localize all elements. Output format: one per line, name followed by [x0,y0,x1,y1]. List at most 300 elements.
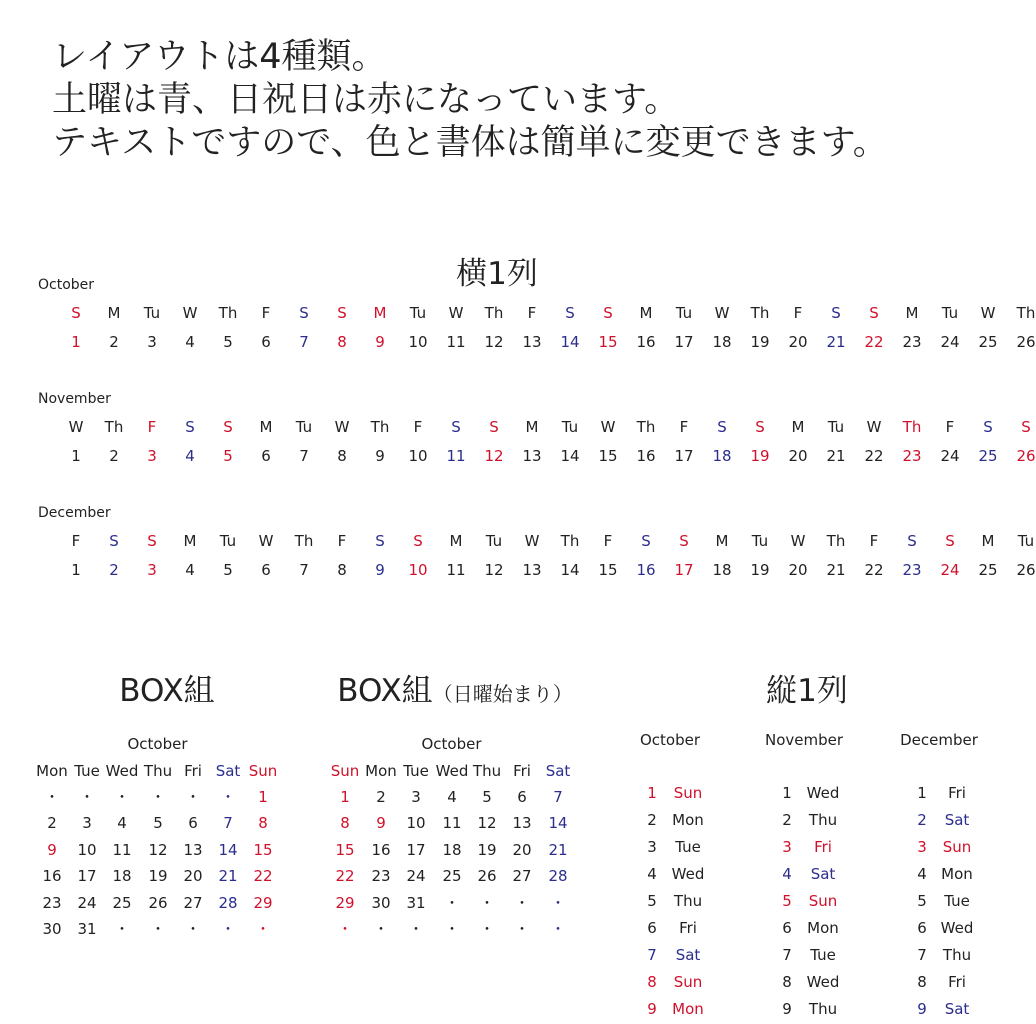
weekday-label: Sat [944,811,970,829]
day-cell: 6 [517,788,527,806]
day-number: 9 [375,561,385,579]
day-number: 9 [917,1000,927,1018]
weekday-label: W [600,418,616,436]
day-cell: 31 [406,893,426,912]
day-cell: 16 [42,867,62,886]
day-number: 23 [902,561,922,579]
weekday-label: F [945,418,955,436]
weekday-label: Sat [810,865,836,883]
weekday-label: M [981,532,995,550]
weekday-label: Tu [941,304,959,322]
day-number: 3 [147,333,157,351]
day-number: 13 [522,447,542,465]
day-number: 5 [917,892,927,910]
day-number: 20 [788,447,808,465]
day-number: 12 [484,333,504,351]
weekday-label: S [603,304,613,322]
day-cell: 11 [112,840,132,859]
weekday-label: S [869,304,879,322]
day-number: 10 [408,561,428,579]
weekday-label: S [945,532,955,550]
weekday-label: W [790,532,806,550]
weekday-header: Wed [105,762,139,780]
day-cell: ・ [150,788,166,806]
weekday-label: M [525,418,539,436]
day-number: 8 [782,973,792,991]
day-cell: 10 [406,814,426,833]
day-number: 4 [782,865,792,883]
day-number: 5 [223,561,233,579]
weekday-label: Th [484,304,504,322]
weekday-label: S [907,532,917,550]
day-number: 17 [674,561,694,579]
weekday-label: Tue [810,946,836,964]
month-label: October [38,277,95,293]
day-number: 21 [826,447,846,465]
day-number: 1 [71,447,81,465]
weekday-label: F [527,304,537,322]
day-number: 24 [940,333,960,351]
weekday-label: S [489,418,499,436]
month-label: October [639,731,701,749]
weekday-label: Tu [675,304,693,322]
day-cell: ・ [514,893,530,912]
day-number: 23 [902,447,922,465]
day-cell: 13 [512,814,532,833]
day-number: 5 [782,892,792,910]
weekday-label: S [337,304,347,322]
weekday-header: Fri [513,762,531,780]
weekday-label: Th [750,304,770,322]
weekday-label: Sat [675,946,701,964]
day-number: 15 [598,333,618,351]
weekday-label: S [223,418,233,436]
month-label: October [127,735,188,753]
weekday-label: Sat [944,1000,970,1018]
day-cell: ・ [550,920,566,938]
day-cell: ・ [479,920,495,938]
day-number: 8 [917,973,927,991]
weekday-label: Tu [561,418,579,436]
weekday-header: Tue [403,762,429,780]
day-cell: 4 [117,814,127,833]
day-cell: ・ [550,893,566,912]
day-number: 26 [1016,333,1036,351]
weekday-label: Tu [827,418,845,436]
day-cell: 2 [376,788,386,806]
weekday-label: Thu [942,946,972,964]
weekday-label: Th [294,532,314,550]
day-number: 5 [223,333,233,351]
day-number: 1 [917,784,927,802]
day-number: 12 [484,561,504,579]
weekday-label: Tu [143,304,161,322]
intro-line-3: テキストですので、色と書体は簡単に変更できます。 [52,123,888,163]
day-cell: 15 [335,840,355,859]
day-number: 11 [446,333,466,351]
vertical-layout-title: 縦1列 [766,673,848,709]
day-number: 24 [940,561,960,579]
day-number: 1 [782,784,792,802]
day-number: 26 [1016,447,1036,465]
weekday-label: M [259,418,273,436]
day-number: 16 [636,447,656,465]
weekday-label: S [717,418,727,436]
day-number: 17 [674,333,694,351]
day-cell: ・ [150,920,166,938]
weekday-label: F [413,418,423,436]
weekday-header: Mon [36,762,68,780]
day-number: 25 [978,333,998,351]
day-cell: ・ [444,920,460,938]
day-number: 22 [864,333,884,351]
day-number: 2 [109,333,119,351]
day-cell: 28 [218,893,238,912]
day-number: 7 [647,946,657,964]
day-cell: 17 [77,867,97,886]
day-number: 18 [712,561,732,579]
day-number: 9 [647,1000,657,1018]
day-number: 1 [647,784,657,802]
weekday-label: Th [826,532,846,550]
weekday-label: Mon [807,919,839,937]
day-number: 7 [782,946,792,964]
day-number: 16 [636,561,656,579]
day-cell: 12 [148,840,168,859]
day-cell: 8 [258,814,268,833]
weekday-label: M [449,532,463,550]
day-number: 2 [782,811,792,829]
weekday-label: S [185,418,195,436]
day-cell: ・ [185,920,201,938]
day-number: 12 [484,447,504,465]
weekday-label: S [1021,418,1031,436]
day-cell: 20 [512,840,532,859]
weekday-label: S [71,304,81,322]
day-cell: 19 [477,840,497,859]
day-number: 18 [712,333,732,351]
month-label: November [38,391,111,407]
weekday-label: F [869,532,879,550]
weekday-label: Tu [295,418,313,436]
day-number: 9 [375,447,385,465]
day-number: 3 [147,561,157,579]
day-number: 4 [185,447,195,465]
weekday-label: Sun [673,973,703,991]
day-number: 22 [864,447,884,465]
day-number: 7 [917,946,927,964]
day-cell: 7 [223,814,233,833]
day-number: 14 [560,561,580,579]
day-cell: 13 [183,840,203,859]
day-cell: ・ [185,788,201,806]
weekday-label: Th [104,418,124,436]
day-cell: ・ [373,920,389,938]
day-cell: 27 [183,893,203,912]
weekday-label: S [375,532,385,550]
weekday-label: S [755,418,765,436]
weekday-header: Sun [330,762,360,780]
day-cell: 29 [253,893,273,912]
day-cell: ・ [44,788,60,806]
day-cell: 5 [153,814,163,833]
day-cell: ・ [114,788,130,806]
weekday-label: Mon [941,865,973,883]
day-cell: 2 [47,814,57,833]
box-sunday-title-main: BOX組 [337,673,433,709]
weekday-header: Thu [143,762,173,780]
weekday-label: W [448,304,464,322]
weekday-header: Sat [215,762,241,780]
day-number: 21 [826,561,846,579]
weekday-label: M [107,304,121,322]
weekday-label: S [679,532,689,550]
day-number: 19 [750,333,770,351]
day-cell: 23 [42,893,62,912]
day-number: 14 [560,447,580,465]
day-number: 10 [408,447,428,465]
weekday-label: Fri [814,838,832,856]
weekday-label: W [866,418,882,436]
weekday-label: M [791,418,805,436]
day-number: 9 [375,333,385,351]
day-number: 8 [337,333,347,351]
day-cell: 25 [112,893,132,912]
day-cell: 23 [371,867,391,886]
day-cell: 12 [477,814,497,833]
month-label: December [900,731,978,749]
day-cell: 7 [553,788,563,806]
day-cell: 30 [371,893,391,912]
weekday-label: F [679,418,689,436]
day-number: 7 [299,333,309,351]
day-cell: 25 [442,867,462,886]
weekday-label: W [714,304,730,322]
weekday-label: F [261,304,271,322]
day-number: 13 [522,561,542,579]
intro-line-1: レイアウトは4種類。 [52,37,387,77]
weekday-label: F [71,532,81,550]
weekday-label: M [183,532,197,550]
day-cell: 21 [218,867,238,886]
day-number: 2 [917,811,927,829]
day-number: 26 [1016,561,1036,579]
day-number: 6 [261,561,271,579]
weekday-label: W [68,418,84,436]
day-number: 3 [647,838,657,856]
weekday-label: Fri [948,784,966,802]
day-cell: ・ [114,920,130,938]
weekday-header: Wed [435,762,469,780]
weekday-label: Th [636,418,656,436]
day-cell: 15 [253,840,273,859]
day-cell: ・ [408,920,424,938]
weekday-header: Mon [365,762,397,780]
weekday-label: S [831,304,841,322]
day-number: 5 [647,892,657,910]
day-cell: ・ [220,788,236,806]
weekday-label: Tu [1017,532,1035,550]
day-number: 6 [261,447,271,465]
day-cell: 24 [406,867,426,886]
day-number: 7 [299,561,309,579]
day-number: 3 [782,838,792,856]
weekday-label: Th [218,304,238,322]
day-cell: 4 [447,788,457,806]
day-number: 6 [782,919,792,937]
day-number: 6 [647,919,657,937]
weekday-label: S [413,532,423,550]
weekday-label: Tu [409,304,427,322]
weekday-header: Sun [248,762,278,780]
day-number: 16 [636,333,656,351]
day-cell: 26 [477,867,497,886]
weekday-label: Tue [675,838,701,856]
box-sunday-layout-title [337,665,572,710]
weekday-label: W [524,532,540,550]
weekday-label: Th [902,418,922,436]
day-cell: 31 [77,920,97,938]
weekday-label: Mon [672,1000,704,1018]
day-number: 7 [299,447,309,465]
horizontal-layout-title: 横1列 [456,256,538,292]
day-cell: 16 [371,840,391,859]
box-sunday-title-sub: （日曜始まり） [432,682,573,706]
day-cell: 1 [258,788,268,806]
weekday-header: Thu [472,762,502,780]
weekday-label: S [109,532,119,550]
day-number: 2 [647,811,657,829]
month-label: December [38,505,111,521]
day-number: 2 [109,561,119,579]
day-cell: 18 [442,840,462,859]
day-cell: 28 [548,867,568,886]
weekday-label: S [451,418,461,436]
weekday-label: Thu [808,1000,838,1018]
weekday-header: Tue [74,762,100,780]
day-number: 24 [940,447,960,465]
weekday-label: F [147,418,157,436]
day-number: 21 [826,333,846,351]
weekday-label: Th [560,532,580,550]
month-label: November [764,731,844,749]
weekday-label: S [147,532,157,550]
weekday-label: M [373,304,387,322]
box-layout-title: BOX組 [119,673,215,709]
day-cell: 8 [340,814,350,833]
day-cell: 21 [548,840,568,859]
day-number: 13 [522,333,542,351]
day-number: 5 [223,447,233,465]
day-number: 14 [560,333,580,351]
day-number: 4 [917,865,927,883]
day-cell: ・ [337,920,353,938]
day-cell: ・ [514,920,530,938]
day-cell: 5 [482,788,492,806]
day-cell: 24 [77,893,97,912]
day-number: 15 [598,561,618,579]
weekday-label: Tu [485,532,503,550]
day-number: 11 [446,561,466,579]
day-cell: 17 [406,840,426,859]
day-cell: ・ [444,893,460,912]
day-number: 1 [71,561,81,579]
month-label: October [421,735,482,753]
day-number: 20 [788,333,808,351]
day-number: 25 [978,447,998,465]
weekday-label: F [793,304,803,322]
day-cell: 1 [340,788,350,806]
weekday-label: F [337,532,347,550]
day-number: 19 [750,447,770,465]
day-cell: 26 [148,893,168,912]
weekday-label: Sun [942,838,972,856]
weekday-label: S [641,532,651,550]
weekday-label: Fri [948,973,966,991]
day-number: 25 [978,561,998,579]
day-number: 10 [408,333,428,351]
day-number: 22 [864,561,884,579]
day-cell: 11 [442,814,462,833]
weekday-label: Wed [940,919,974,937]
day-number: 8 [337,561,347,579]
day-cell: 6 [188,814,198,833]
weekday-label: F [603,532,613,550]
weekday-label: Tue [944,892,970,910]
weekday-header: Sat [545,762,571,780]
weekday-label: S [565,304,575,322]
day-cell: 18 [112,867,132,886]
day-number: 9 [782,1000,792,1018]
day-number: 4 [647,865,657,883]
day-number: 6 [261,333,271,351]
weekday-label: Wed [806,973,840,991]
day-cell: 9 [376,814,386,833]
weekday-label: Th [1016,304,1036,322]
weekday-label: Wed [806,784,840,802]
day-number: 3 [147,447,157,465]
day-cell: ・ [79,788,95,806]
day-cell: 14 [548,814,568,833]
weekday-header: Fri [184,762,202,780]
weekday-label: Thu [673,892,703,910]
day-number: 15 [598,447,618,465]
day-cell: 30 [42,920,62,938]
day-number: 18 [712,447,732,465]
weekday-label: W [182,304,198,322]
day-cell: 9 [47,840,57,859]
intro-line-2: 土曜は青、日祝日は赤になっています。 [52,80,680,120]
day-number: 6 [917,919,927,937]
day-number: 1 [71,333,81,351]
day-cell: 27 [512,867,532,886]
weekday-label: Wed [671,865,705,883]
weekday-label: Sun [808,892,838,910]
day-number: 8 [337,447,347,465]
day-cell: 22 [335,867,355,886]
weekday-label: Sun [673,784,703,802]
day-cell: 22 [253,867,273,886]
day-number: 23 [902,333,922,351]
day-number: 8 [647,973,657,991]
day-cell: 3 [82,814,92,833]
day-cell: ・ [255,920,271,938]
weekday-label: S [299,304,309,322]
day-cell: ・ [220,920,236,938]
weekday-label: W [334,418,350,436]
weekday-label: Th [370,418,390,436]
weekday-label: Tu [751,532,769,550]
